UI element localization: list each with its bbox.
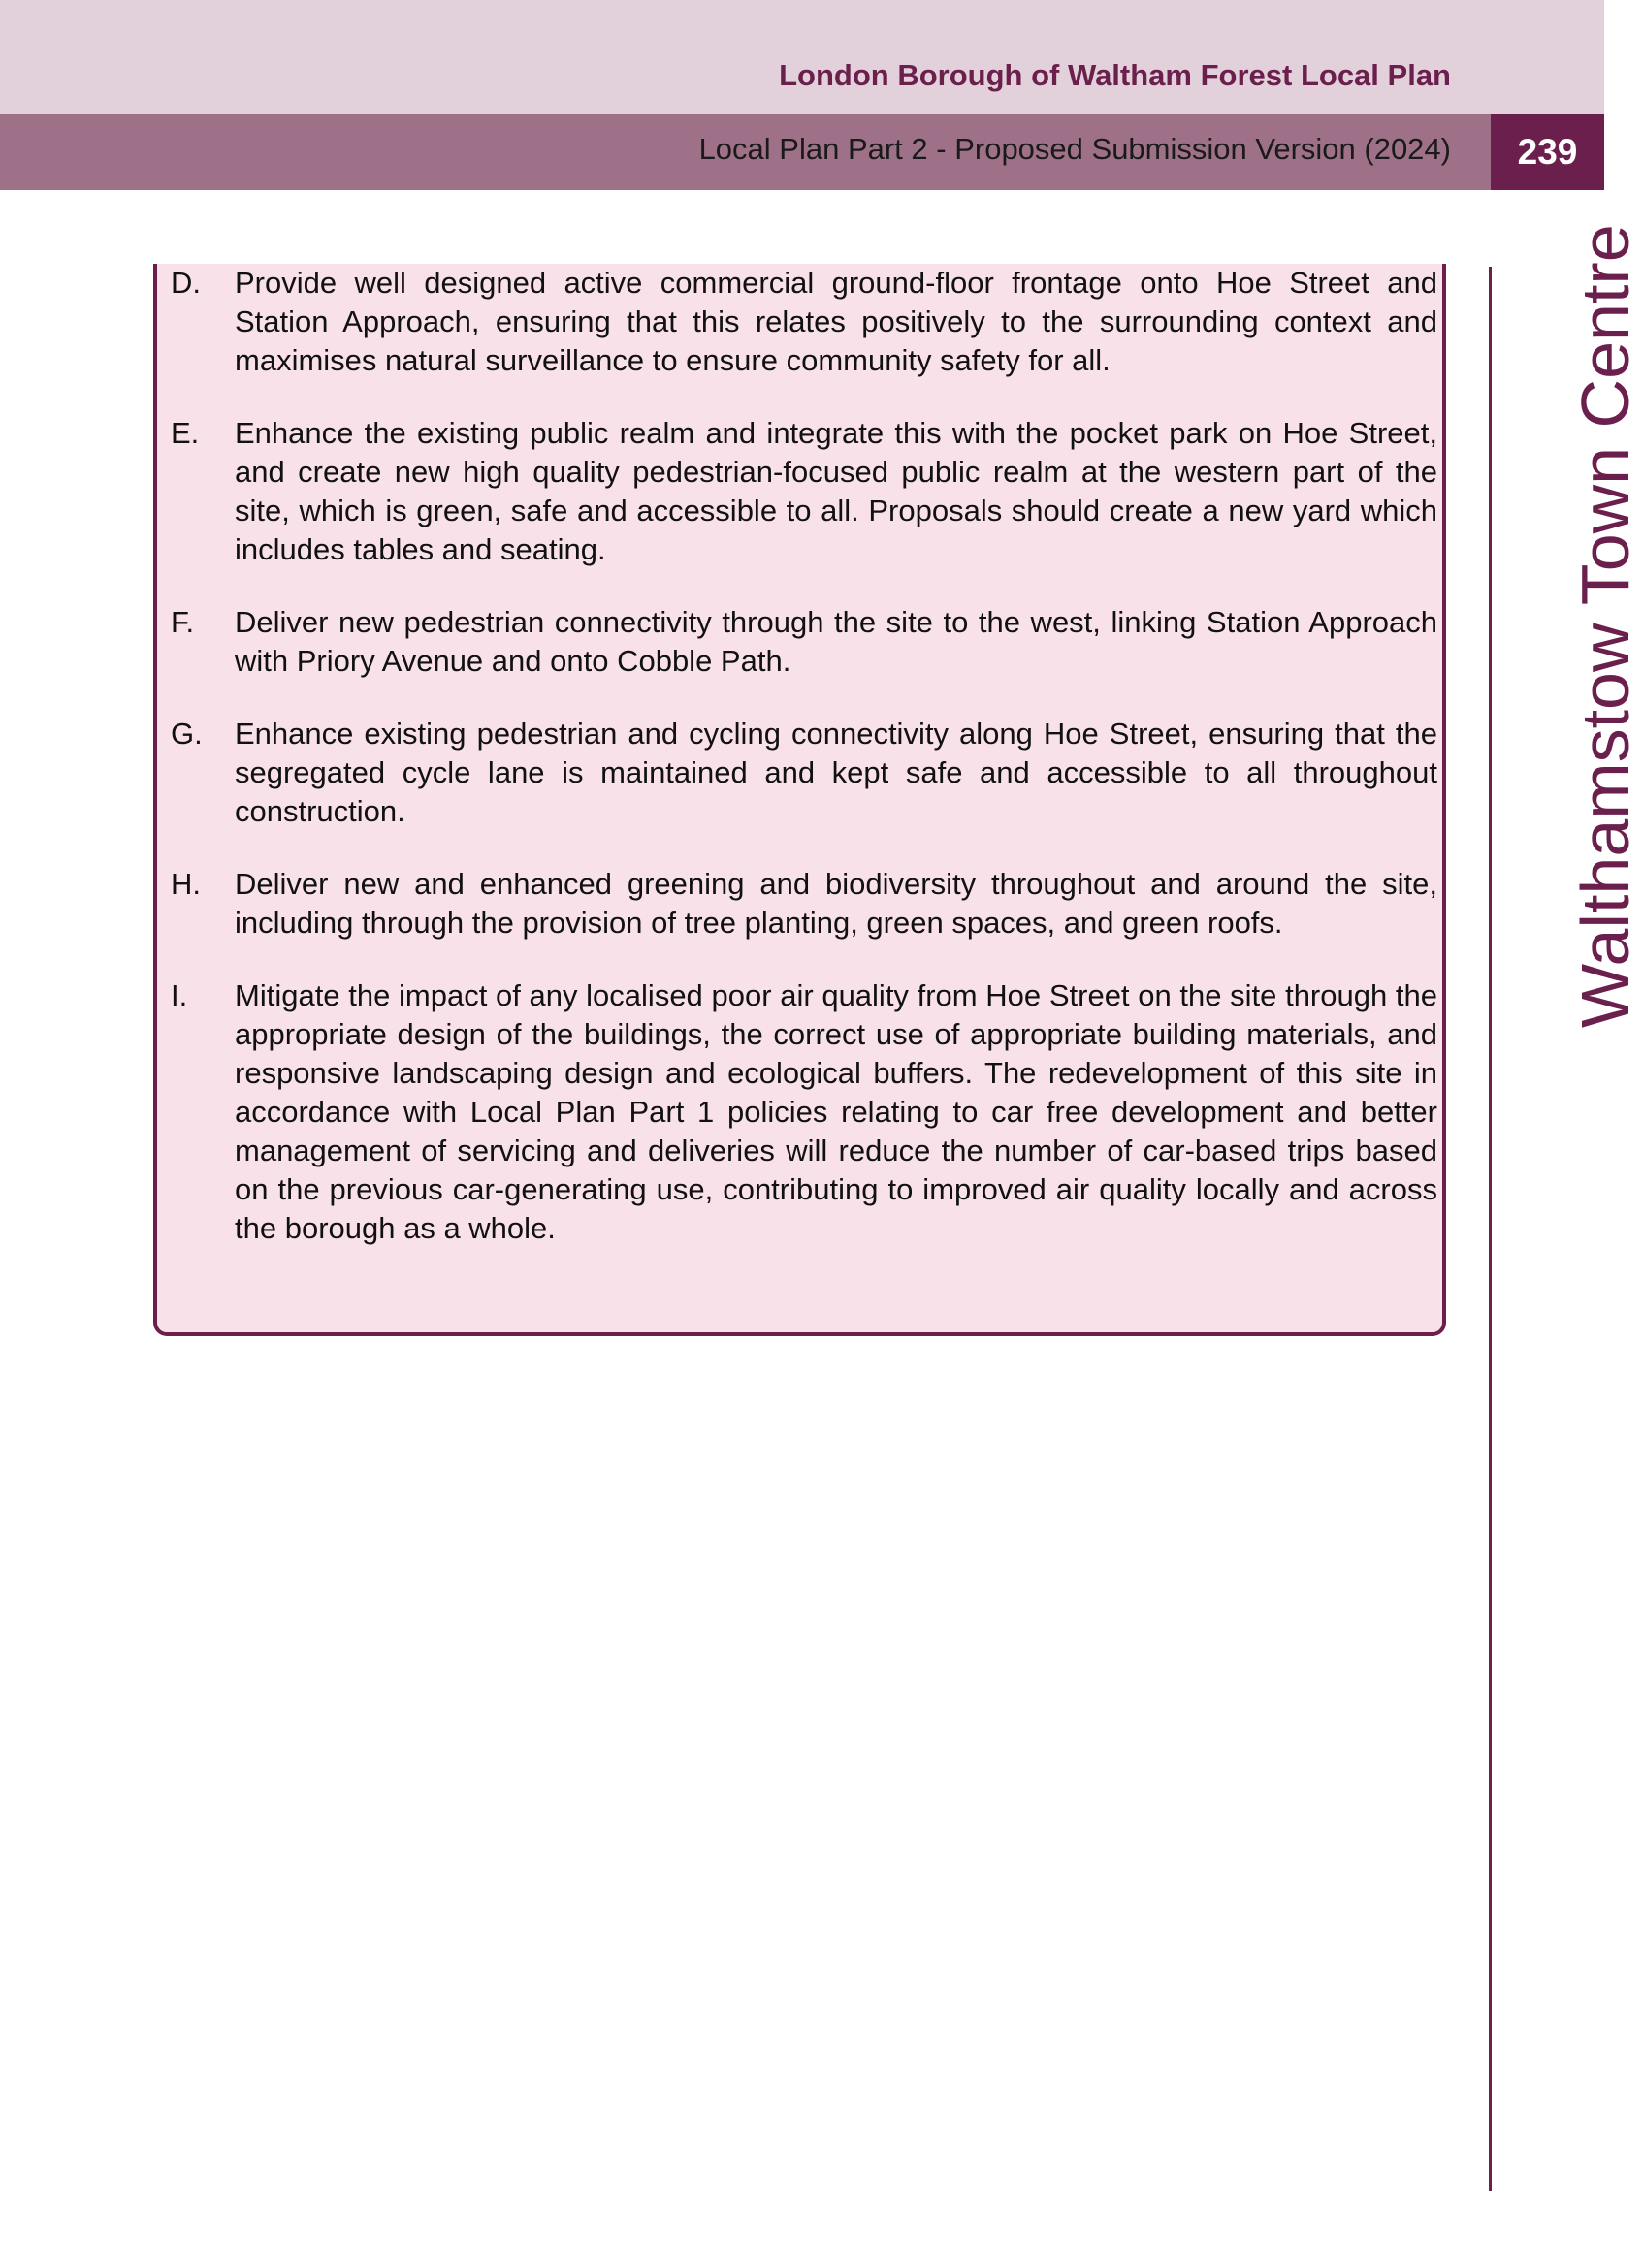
policy-item-e xyxy=(171,414,1437,569)
item-text: Deliver new and enhanced greening and biodiversity throughout and around the site, including through the provision of tree planting, green spaces, and green roofs. xyxy=(235,867,1437,940)
item-letter: F. xyxy=(171,605,195,639)
item-text: Provide well designed active commercial ground-floor frontage onto Hoe Street and Station Approach, ensuring that this relates positively to the surrounding context and maximises natural surveillance to ensure community safety for all. xyxy=(235,266,1437,377)
policy-item-i xyxy=(171,976,1437,1248)
side-divider xyxy=(1489,267,1492,2191)
policy-list xyxy=(171,264,1437,1282)
policy-item-f xyxy=(171,603,1437,681)
policy-item-h xyxy=(171,865,1437,942)
page-number: 239 xyxy=(1491,114,1604,190)
section-side-title: Walthamstow Town Centre xyxy=(1567,224,1643,1028)
document-subtitle: Local Plan Part 2 - Proposed Submission Version (2024) xyxy=(698,132,1451,166)
item-letter: H. xyxy=(171,867,201,901)
item-text: Enhance the existing public realm and integrate this with the pocket park on Hoe Street, and create new high quality pedestrian-focused public realm at the western part of the site, which is green, safe and accessible to all. Proposals should create a new yard which includes tables and seating. xyxy=(235,416,1437,566)
item-letter: G. xyxy=(171,717,203,751)
item-text: Mitigate the impact of any localised poor air quality from Hoe Street on the site through the appropriate design of the buildings, the correct use of appropriate building materials, and responsive landscaping design and ecological buffers. The redevelopment of this site in accordance with Local Plan Part 1 policies relating to car free development and better management of servicing and deliveries will reduce the number of car-based trips based on the previous car-generating use, contributing to improved air quality locally and across the borough as a whole. xyxy=(235,978,1437,1245)
item-letter: E. xyxy=(171,416,200,450)
item-text: Enhance existing pedestrian and cycling connectivity along Hoe Street, ensuring that the segregated cycle lane is maintained and kept safe and accessible to all throughout construction. xyxy=(235,717,1437,828)
item-text: Deliver new pedestrian connectivity through the site to the west, linking Station Approach with Priory Avenue and onto Cobble Path. xyxy=(235,605,1437,678)
policy-item-g xyxy=(171,715,1437,831)
item-letter: I. xyxy=(171,978,188,1012)
policy-box xyxy=(153,264,1446,1336)
document-title: London Borough of Waltham Forest Local Plan xyxy=(779,58,1451,92)
item-letter: D. xyxy=(171,266,201,300)
header-band xyxy=(0,0,1604,114)
policy-item-d xyxy=(171,264,1437,380)
